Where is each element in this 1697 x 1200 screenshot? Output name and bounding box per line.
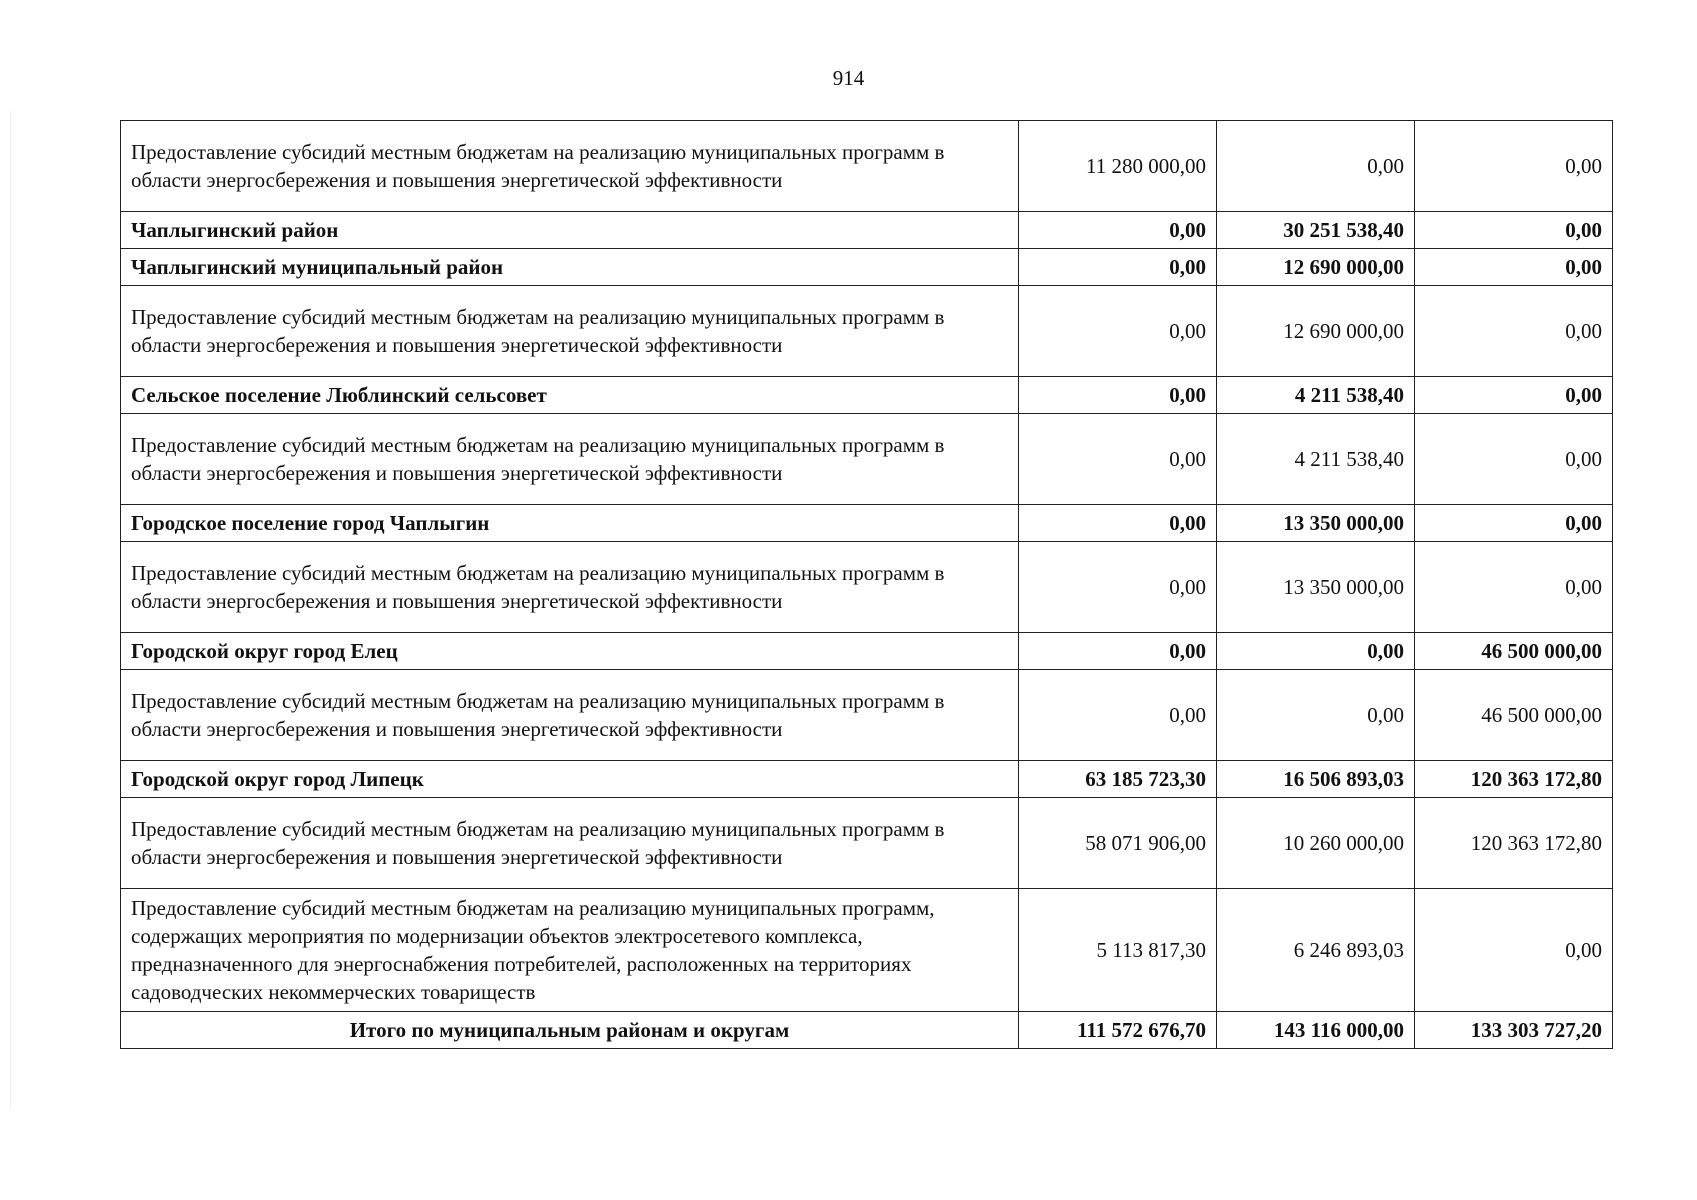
row-name-cell: Предоставление субсидий местным бюджетам на реализацию муниципальных программ в области энергосбережения и повышения энергетической эффективности xyxy=(121,542,1019,633)
section-row xyxy=(121,377,1613,414)
amount-cell-year-3: 0,00 xyxy=(1415,505,1613,542)
budget-table xyxy=(120,120,1613,1049)
amount-cell-year-3: 0,00 xyxy=(1415,377,1613,414)
section-row xyxy=(121,249,1613,286)
table-row xyxy=(121,286,1613,377)
amount-cell-year-3: 0,00 xyxy=(1415,286,1613,377)
amount-cell-year-3: 0,00 xyxy=(1415,889,1613,1012)
row-name-cell: Предоставление субсидий местным бюджетам на реализацию муниципальных программ в области энергосбережения и повышения энергетической эффективности xyxy=(121,798,1019,889)
amount-cell-year-3: 120 363 172,80 xyxy=(1415,798,1613,889)
scan-margin-line xyxy=(10,110,11,1110)
amount-cell-year-1: 111 572 676,70 xyxy=(1019,1012,1217,1049)
section-row xyxy=(121,633,1613,670)
amount-cell-year-1: 0,00 xyxy=(1019,249,1217,286)
amount-cell-year-2: 6 246 893,03 xyxy=(1217,889,1415,1012)
table-row xyxy=(121,798,1613,889)
table-row xyxy=(121,121,1613,212)
row-name-cell: Чаплыгинский муниципальный район xyxy=(121,249,1019,286)
amount-cell-year-3: 120 363 172,80 xyxy=(1415,761,1613,798)
amount-cell-year-2: 4 211 538,40 xyxy=(1217,414,1415,505)
amount-cell-year-2: 12 690 000,00 xyxy=(1217,249,1415,286)
amount-cell-year-2: 13 350 000,00 xyxy=(1217,542,1415,633)
row-name-cell: Предоставление субсидий местным бюджетам на реализацию муниципальных программ в области энергосбережения и повышения энергетической эффективности xyxy=(121,286,1019,377)
table-body xyxy=(121,121,1613,1049)
amount-cell-year-2: 10 260 000,00 xyxy=(1217,798,1415,889)
amount-cell-year-3: 0,00 xyxy=(1415,121,1613,212)
amount-cell-year-2: 0,00 xyxy=(1217,121,1415,212)
amount-cell-year-2: 30 251 538,40 xyxy=(1217,212,1415,249)
amount-cell-year-1: 0,00 xyxy=(1019,377,1217,414)
amount-cell-year-1: 63 185 723,30 xyxy=(1019,761,1217,798)
amount-cell-year-3: 0,00 xyxy=(1415,414,1613,505)
amount-cell-year-1: 5 113 817,30 xyxy=(1019,889,1217,1012)
amount-cell-year-1: 0,00 xyxy=(1019,414,1217,505)
amount-cell-year-1: 58 071 906,00 xyxy=(1019,798,1217,889)
amount-cell-year-2: 0,00 xyxy=(1217,670,1415,761)
total-row xyxy=(121,1012,1613,1049)
amount-cell-year-1: 0,00 xyxy=(1019,505,1217,542)
amount-cell-year-1: 11 280 000,00 xyxy=(1019,121,1217,212)
table-row xyxy=(121,414,1613,505)
amount-cell-year-1: 0,00 xyxy=(1019,633,1217,670)
row-name-cell: Итого по муниципальным районам и округам xyxy=(121,1012,1019,1049)
row-name-cell: Городское поселение город Чаплыгин xyxy=(121,505,1019,542)
table-row xyxy=(121,670,1613,761)
section-row xyxy=(121,505,1613,542)
amount-cell-year-3: 133 303 727,20 xyxy=(1415,1012,1613,1049)
amount-cell-year-3: 0,00 xyxy=(1415,249,1613,286)
amount-cell-year-2: 12 690 000,00 xyxy=(1217,286,1415,377)
amount-cell-year-2: 13 350 000,00 xyxy=(1217,505,1415,542)
page-number: 914 xyxy=(832,66,865,90)
row-name-cell: Сельское поселение Люблинский сельсовет xyxy=(121,377,1019,414)
amount-cell-year-3: 0,00 xyxy=(1415,212,1613,249)
amount-cell-year-2: 16 506 893,03 xyxy=(1217,761,1415,798)
row-name-cell: Городской округ город Липецк xyxy=(121,761,1019,798)
amount-cell-year-3: 46 500 000,00 xyxy=(1415,633,1613,670)
section-row xyxy=(121,761,1613,798)
row-name-cell: Городской округ город Елец xyxy=(121,633,1019,670)
amount-cell-year-2: 4 211 538,40 xyxy=(1217,377,1415,414)
row-name-cell: Предоставление субсидий местным бюджетам на реализацию муниципальных программ в области энергосбережения и повышения энергетической эффективности xyxy=(121,414,1019,505)
amount-cell-year-2: 0,00 xyxy=(1217,633,1415,670)
amount-cell-year-1: 0,00 xyxy=(1019,542,1217,633)
row-name-cell: Чаплыгинский район xyxy=(121,212,1019,249)
amount-cell-year-1: 0,00 xyxy=(1019,670,1217,761)
table-row xyxy=(121,542,1613,633)
row-name-cell: Предоставление субсидий местным бюджетам на реализацию муниципальных программ в области энергосбережения и повышения энергетической эффективности xyxy=(121,670,1019,761)
amount-cell-year-3: 46 500 000,00 xyxy=(1415,670,1613,761)
table-row xyxy=(121,889,1613,1012)
amount-cell-year-3: 0,00 xyxy=(1415,542,1613,633)
row-name-cell: Предоставление субсидий местным бюджетам на реализацию муниципальных программ в области энергосбережения и повышения энергетической эффективности xyxy=(121,121,1019,212)
amount-cell-year-1: 0,00 xyxy=(1019,212,1217,249)
section-row xyxy=(121,212,1613,249)
amount-cell-year-2: 143 116 000,00 xyxy=(1217,1012,1415,1049)
amount-cell-year-1: 0,00 xyxy=(1019,286,1217,377)
row-name-cell: Предоставление субсидий местным бюджетам на реализацию муниципальных программ, содержащих мероприятия по модернизации объектов электросетевого комплекса, предназначенного для энергоснабжения потребителей, расположенных на территориях садоводческих некоммерческих товариществ xyxy=(121,889,1019,1012)
